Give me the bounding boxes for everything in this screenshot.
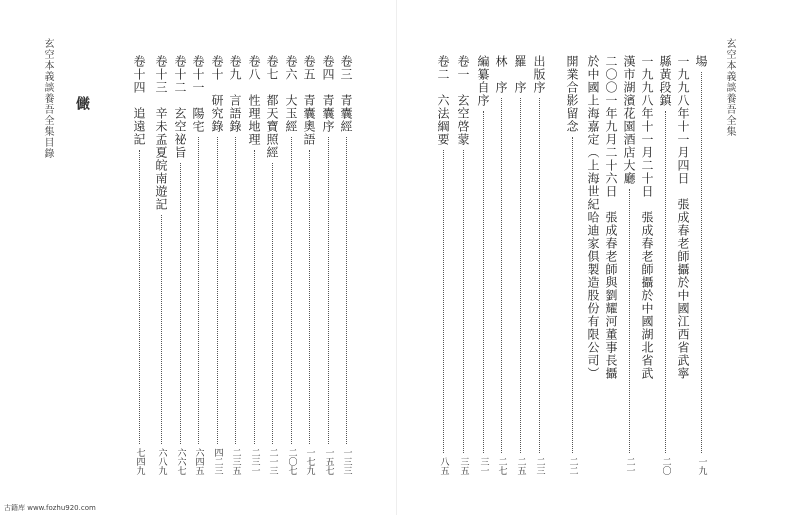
- toc-entry[interactable]: [170, 55, 190, 475]
- toc-entry[interactable]: [129, 55, 149, 475]
- toc-entry-title: 卷十三 辛未孟夏皖南遊記: [154, 55, 168, 211]
- toc-entry-title: 卷五 青囊奧語: [302, 55, 316, 146]
- toc-entry-page: 三一: [478, 457, 489, 475]
- dot-leader: [629, 189, 630, 453]
- toc-entry[interactable]: [281, 55, 301, 475]
- dot-leader: [701, 72, 702, 453]
- toc-entry[interactable]: [336, 55, 356, 475]
- toc-entry[interactable]: [637, 55, 657, 475]
- dot-leader: [254, 150, 255, 444]
- dot-leader: [483, 111, 484, 453]
- toc-entry-page: 八五: [438, 457, 449, 475]
- right-page: [397, 0, 793, 515]
- toc-entry-title: 開業合影留念: [565, 55, 579, 133]
- toc-entry[interactable]: [491, 55, 511, 475]
- dot-leader: [272, 163, 273, 444]
- toc-entry-title: 編纂自序: [476, 55, 490, 107]
- toc-entry-page: 二七: [496, 457, 507, 475]
- toc-entry-page: 二一三: [267, 448, 278, 475]
- toc-entry-title: 卷十四 追遠記: [132, 55, 146, 146]
- left-page-header: 玄空本義談養吾全集目錄: [42, 38, 53, 159]
- toc-entry-title: 卷三 青囊經: [339, 55, 353, 133]
- toc-entry-title: 卷十一 陽宅: [191, 55, 205, 133]
- toc-entry[interactable]: [655, 55, 675, 475]
- dot-leader: [139, 150, 140, 444]
- toc-entry[interactable]: [151, 55, 171, 475]
- toc-entry[interactable]: [691, 55, 711, 475]
- toc-entry[interactable]: [510, 55, 530, 475]
- toc-entry[interactable]: [299, 55, 319, 475]
- toc-entry[interactable]: [601, 55, 621, 475]
- toc-entry-page: 二五: [515, 457, 526, 475]
- toc-entry[interactable]: [453, 55, 473, 475]
- toc-entry-title: 羅 序: [513, 55, 527, 94]
- toc-entry-title: 一九九八年十一月二十日 張成春老師攝於中國湖北省武: [640, 55, 654, 380]
- dot-leader: [539, 98, 540, 453]
- side-mark: 𠑊: [74, 96, 90, 110]
- left-page: [0, 0, 396, 515]
- toc-entry[interactable]: [673, 55, 693, 475]
- toc-entry[interactable]: [262, 55, 282, 475]
- toc-entry-page: 二二: [567, 457, 578, 475]
- toc-entry-title: 漢市湖濱花園酒店大廳: [622, 55, 636, 185]
- dot-leader: [665, 111, 666, 453]
- toc-entry[interactable]: [529, 55, 549, 475]
- toc-entry-page: 六四五: [193, 448, 204, 475]
- dot-leader: [309, 150, 310, 444]
- dot-leader: [346, 137, 347, 444]
- dot-leader: [501, 98, 502, 453]
- toc-entry-title: 卷十二 玄空祕旨: [173, 55, 187, 159]
- toc-entry-title: 卷十 研究錄: [210, 55, 224, 133]
- dot-leader: [572, 137, 573, 453]
- toc-entry-page: 四二三: [212, 448, 223, 475]
- toc-entry[interactable]: [207, 55, 227, 475]
- dot-leader: [161, 215, 162, 444]
- toc-entry[interactable]: [244, 55, 264, 475]
- toc-entry-title: 一九九八年十一月四日 張成春老師攝於中國江西省武寧: [676, 55, 690, 380]
- toc-entry-title: 出版序: [532, 55, 546, 94]
- dot-leader: [328, 137, 329, 444]
- toc-entry-title: 卷八 性理地理: [247, 55, 261, 146]
- toc-entry[interactable]: [583, 55, 603, 475]
- dot-leader: [235, 137, 236, 444]
- toc-entry-title: 場: [694, 55, 708, 68]
- toc-entry-title: 卷六 大玉經: [284, 55, 298, 133]
- toc-entry-page: 三五: [458, 457, 469, 475]
- toc-entry[interactable]: [318, 55, 338, 475]
- toc-entry-title: 卷七 都天寶照經: [265, 55, 279, 159]
- toc-entry[interactable]: [619, 55, 639, 475]
- right-page-header: 玄空本義談養吾全集: [724, 38, 735, 137]
- toc-entry[interactable]: [562, 55, 582, 475]
- toc-entry-page: 六八九: [156, 448, 167, 475]
- toc-entry-title: 於中國上海嘉定（上海世紀哈迪家俱製造股份有限公司）: [586, 55, 600, 380]
- dot-leader: [180, 163, 181, 444]
- dot-leader: [463, 150, 464, 453]
- toc-entry-title: 卷一 玄空啓蒙: [456, 55, 470, 146]
- toc-entry-page: 一五七: [323, 448, 334, 475]
- toc-entry[interactable]: [188, 55, 208, 475]
- toc-entry-page: 二三: [534, 457, 545, 475]
- toc-entry-title: 縣黃段鎮: [658, 55, 672, 107]
- toc-entry-page: 一七九: [304, 448, 315, 475]
- toc-entry[interactable]: [225, 55, 245, 475]
- dot-leader: [291, 137, 292, 444]
- toc-entry-title: 卷二 六法綱要: [436, 55, 450, 146]
- toc-entry-page: 二三一: [249, 448, 260, 475]
- toc-entry-title: 林 序: [494, 55, 508, 94]
- toc-entry-title: 二〇〇一年九月二十六日 張成春老師與劉耀河董事長攝: [604, 55, 618, 380]
- toc-entry[interactable]: [473, 55, 493, 475]
- toc-entry-page: 二〇: [660, 457, 671, 475]
- dot-leader: [520, 98, 521, 453]
- toc-entry-page: 二三五: [230, 448, 241, 475]
- toc-entry-page: 一九: [696, 457, 707, 475]
- dot-leader: [217, 137, 218, 444]
- toc-entry-title: 卷四 青囊序: [321, 55, 335, 133]
- toc-entry-page: 一三三: [341, 448, 352, 475]
- dot-leader: [198, 137, 199, 444]
- toc-entry-page: 二一: [624, 457, 635, 475]
- toc-entry-page: 二〇七: [286, 448, 297, 475]
- toc-entry-page: 七四九: [134, 448, 145, 475]
- dot-leader: [443, 150, 444, 453]
- toc-entry[interactable]: [433, 55, 453, 475]
- toc-entry-page: 六六七: [175, 448, 186, 475]
- watermark-footer: 古籍库 www.fozhu920.com: [4, 504, 96, 512]
- toc-entry-title: 卷九 言語錄: [228, 55, 242, 133]
